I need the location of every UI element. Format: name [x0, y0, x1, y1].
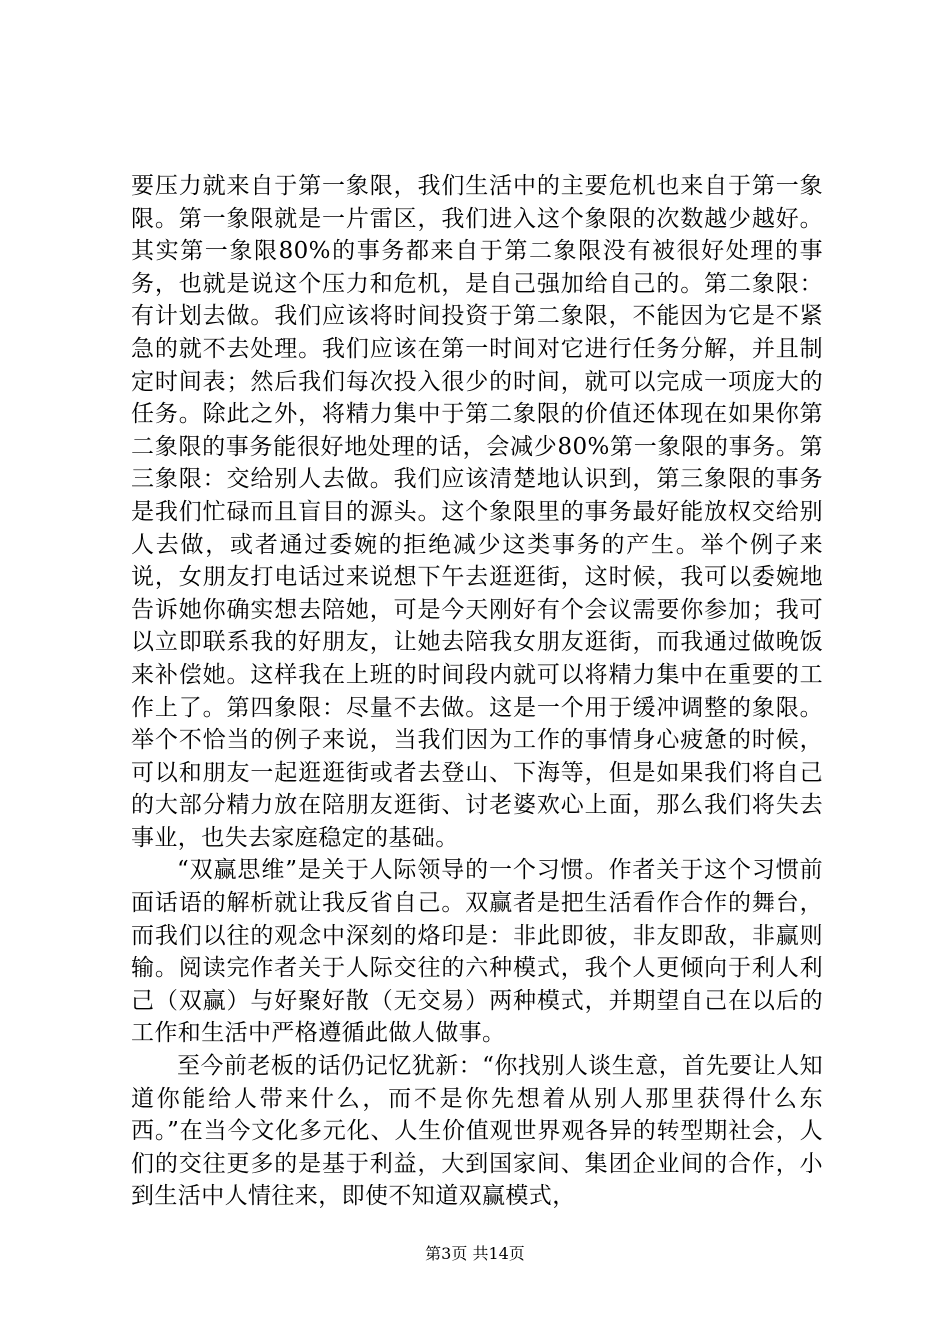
document-body: [131, 170, 823, 1213]
paragraph-win-win-thinking: “双赢思维”是关于人际领导的一个习惯。作者关于这个习惯前面话语的解析就让我反省自己。双赢者是把生活看作合作的舞台，而我们以往的观念中深刻的烙印是：非此即彼，非友即敌，非赢则输。阅读完作者关于人际交往的六种模式，我个人更倾向于利人利己（双赢）与好聚好散（无交易）两种模式，并期望自己在以后的工作和生活中严格遵循此做人做事。: [131, 857, 823, 1047]
page-footer: 第3页 共14页: [425, 1244, 525, 1263]
paragraph-former-boss-quote: 至今前老板的话仍记忆犹新：“你找别人谈生意，首先要让人知道你能给人带来什么，而不是你先想着从别人那里获得什么东西。”在当今文化多元化、人生价值观世界观各异的转型期社会，人们的交往更多的是基于利益，大到国家间、集团企业间的合作，小到生活中人情往来，即使不知道双赢模式，: [131, 1053, 823, 1210]
paragraph-quadrants: 要压力就来自于第一象限，我们生活中的主要危机也来自于第一象限。第一象限就是一片雷区，我们进入这个象限的次数越少越好。其实第一象限80%的事务都来自于第二象限没有被很好处理的事务，也就是说这个压力和危机，是自己强加给自己的。第二象限：有计划去做。我们应该将时间投资于第二象限，不能因为它是不紧急的就不去处理。我们应该在第一时间对它进行任务分解，并且制定时间表；然后我们每次投入很少的时间，就可以完成一项庞大的任务。除此之外，将精力集中于第二象限的价值还体现在如果你第二象限的事务能很好地处理的话，会减少80%第一象限的事务。第三象限：交给别人去做。我们应该清楚地认识到，第三象限的事务是我们忙碌而且盲目的源头。这个象限里的事务最好能放权交给别人去做，或者通过委婉的拒绝减少这类事务的产生。举个例子来说，女朋友打电话过来说想下午去逛逛街，这时候，我可以委婉地告诉她你确实想去陪她，可是今天刚好有个会议需要你参加；我可以立即联系我的好朋友，让她去陪我女朋友逛街，而我通过做晚饭来补偿她。这样我在上班的时间段内就可以将精力集中在重要的工作上了。第四象限：尽量不去做。这是一个用于缓冲调整的象限。举个不恰当的例子来说，当我们因为工作的事情身心疲惫的时候，可以和朋友一起逛逛街或者去登山、下海等，但是如果我们将自己的大部分精力放在陪朋友逛街、讨老婆欢心上面，那么我们将失去事业，也失去家庭稳定的基础。: [131, 173, 823, 851]
